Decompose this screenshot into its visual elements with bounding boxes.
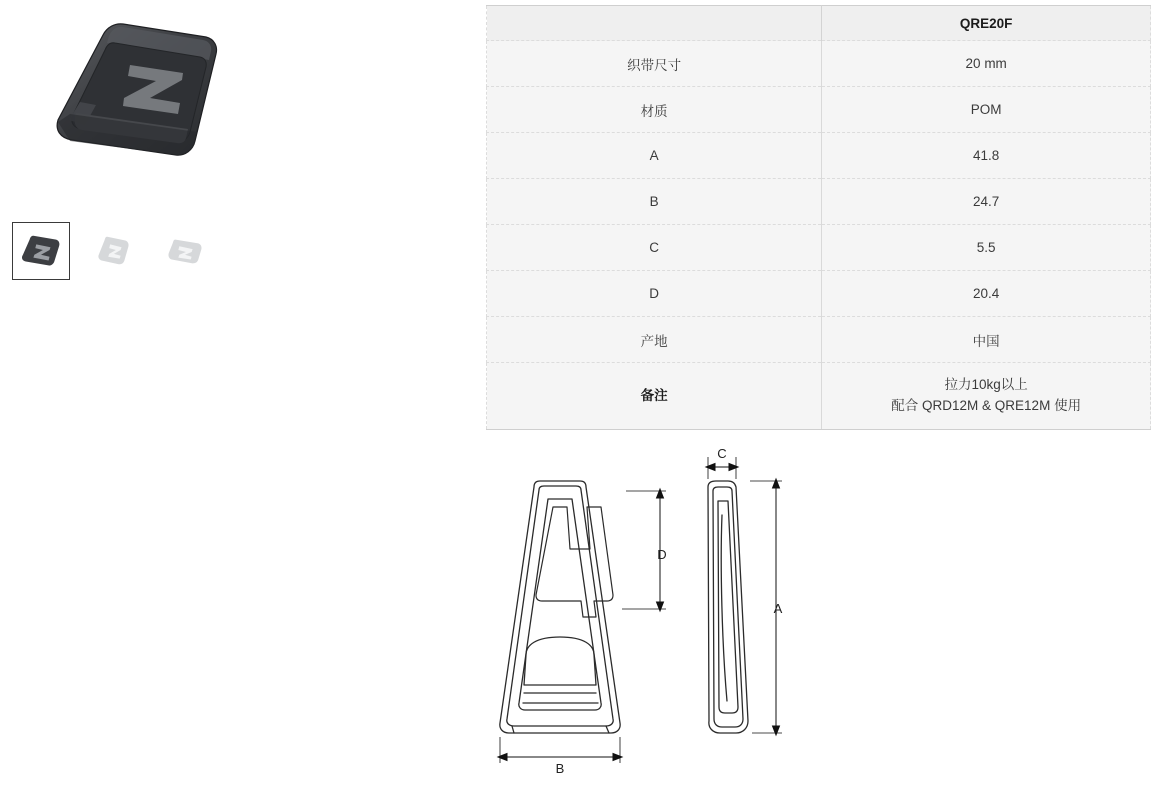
row-value-a: 41.8	[822, 133, 1151, 179]
technical-drawing	[470, 445, 870, 781]
table-row	[487, 133, 1151, 179]
note-line-2: 配合 QRD12M & QRE12M 使用	[891, 398, 1082, 413]
row-value-material: POM	[822, 87, 1151, 133]
row-label-webbing-size: 织带尺寸	[487, 41, 822, 87]
product-hero-image[interactable]	[10, 10, 310, 195]
header-blank-cell	[487, 6, 822, 41]
drawing-svg	[470, 445, 870, 781]
thumbnail-front-icon	[18, 232, 64, 270]
specification-table	[486, 5, 1151, 430]
table-row	[487, 271, 1151, 317]
thumbnail-side-view[interactable]	[156, 222, 214, 280]
row-value-c: 5.5	[822, 225, 1151, 271]
table-row-note	[487, 363, 1151, 430]
row-label-note: 备注	[487, 363, 822, 430]
thumbnail-angle-view[interactable]	[84, 222, 142, 280]
dimension-label-d: D	[657, 547, 667, 562]
row-value-webbing-size: 20 mm	[822, 41, 1151, 87]
row-label-a: A	[487, 133, 822, 179]
note-line-1: 拉力10kg以上	[944, 377, 1028, 393]
thumbnail-side-icon	[162, 232, 208, 270]
dimension-label-a: A	[773, 601, 783, 616]
row-label-d: D	[487, 271, 822, 317]
row-label-origin: 产地	[487, 317, 822, 363]
table-header-row	[487, 6, 1151, 41]
row-value-d: 20.4	[822, 271, 1151, 317]
table-row	[487, 41, 1151, 87]
table-row	[487, 179, 1151, 225]
row-label-b: B	[487, 179, 822, 225]
header-model-cell: QRE20F	[822, 6, 1151, 41]
product-image-pane	[0, 0, 470, 781]
row-label-material: 材质	[487, 87, 822, 133]
row-value-note	[822, 363, 1151, 430]
dimension-label-c: C	[717, 446, 727, 461]
hero-buckle-illustration	[10, 10, 310, 195]
row-label-c: C	[487, 225, 822, 271]
table-row	[487, 317, 1151, 363]
thumbnail-strip[interactable]	[12, 222, 214, 280]
row-value-b: 24.7	[822, 179, 1151, 225]
dimension-label-b: B	[555, 761, 565, 776]
row-value-origin: 中国	[822, 317, 1151, 363]
table-row	[487, 225, 1151, 271]
table-row	[487, 87, 1151, 133]
thumbnail-front-view[interactable]	[12, 222, 70, 280]
thumbnail-angle-icon	[90, 232, 136, 270]
